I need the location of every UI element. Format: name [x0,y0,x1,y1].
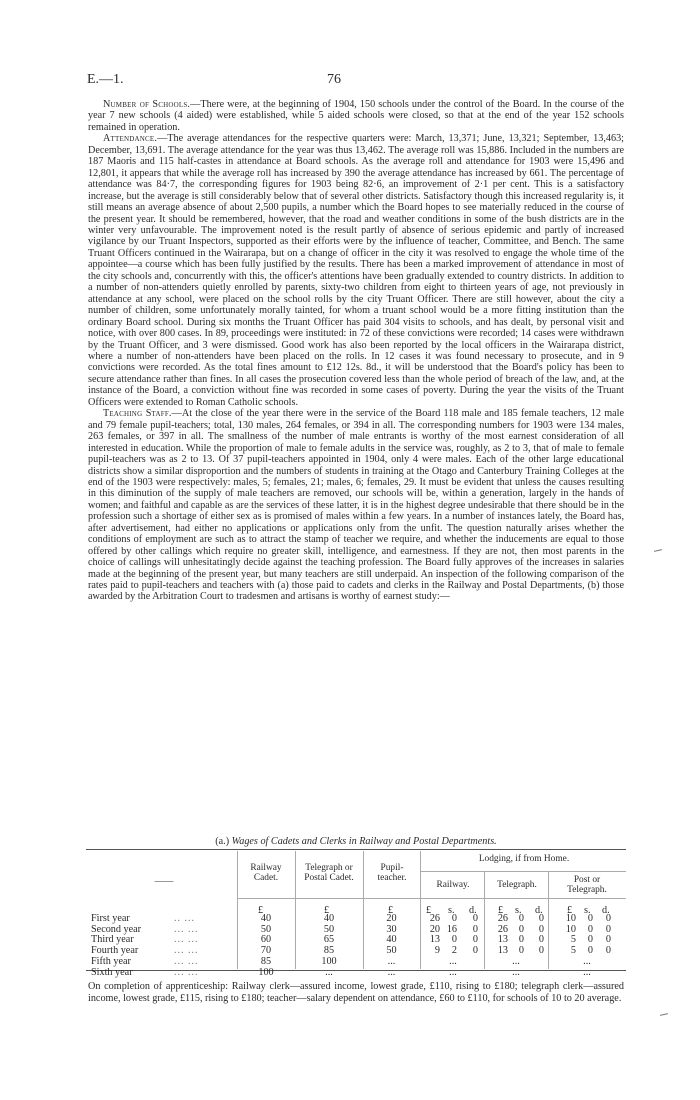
table-notes [88,981,624,1004]
margin-pencil-mark [654,549,662,552]
wages-table [86,849,626,978]
heading-teaching-staff: Teaching Staff. [103,408,172,420]
table-cell-tele: 100 [321,955,337,967]
header-lodging-telegraph: Telegraph. [497,880,537,890]
unit-pound: £ [388,905,394,916]
table-cell-lr_all: ... [449,955,457,967]
table-cell-lr_d: 0 [472,934,478,946]
group-header-rule [420,871,626,872]
table-cell-pupil: 40 [386,934,397,946]
unit-pence: d. [602,905,610,916]
table-cell-lt_all: ... [512,955,520,967]
table-cell-lp_d: 0 [605,913,611,924]
table-caption-title: Wages of Cadets and Clerks in Railway and Postal Departments. [231,836,497,847]
header-pupil-teacher: Pupil-teacher. [377,863,407,883]
table-cell-lp_l: 5 [570,945,576,957]
table-top-rule [86,849,626,850]
table-cell-rail: 40 [260,913,272,924]
table-cell-lr_s: 16 [446,923,457,935]
unit-pound: £ [324,905,330,916]
table-cell-lr_l: 26 [429,913,440,924]
table-cell-rail: 100 [258,966,274,978]
table-cell-lr_s: 2 [451,945,457,957]
table-cell-pupil: ... [387,955,396,967]
header-lodging-post-telegraph: Post or Telegraph. [567,875,607,895]
column-divider [548,872,549,969]
table-cell-lt_d: 0 [538,945,544,957]
unit-pounds: £ [498,905,504,916]
row-leader-dots: .. ... [174,913,195,924]
table-caption-letter: (a.) [215,836,230,847]
header-bottom-rule [237,898,626,899]
text-number-of-schools: —There were, at the beginning of 1904, 150 schools under the control of the Board. In the course of the year 7 new schools (4 aided) were established, while 5 aided schools were closed, so that at the end of the year 152 schools remained in operation. [88,99,625,133]
table-cell-rail: 50 [260,923,272,935]
table-cell-tele: 65 [323,934,335,946]
header-lodging-group: Lodging, if from Home. [478,854,570,864]
text-attendance: —The average attendances for the respective quarters were: March, 13,371; June, 13,321; September, 13,463; December, 13,691. The average attendance for the year was thus 13,462. The average roll was 15,886. Included in the numbers are 187 Maoris and 115 half-castes in attendance at Board schools. As the average roll and attendance for 1903 were 15,496 and 12,801, it appears that while the average roll has increased by 390 the average attendance has increased by 661. The percentage of attendance was 84·7, the corresponding figures for 1903 being 82·6, an improvement of 2·1 per cent. This is a satisfactory increase, but the average is still considerably below that of several other districts. Satisfactory though this increased regularity is, it still means an average absence of about 2,500 pupils, a number which the Board hopes to see materially reduced in the course of the present year. It should be remembered, however, that the road and weather conditions in some of the bush districts are in the winter very unfavourable. The improvement noted is the result partly of absence of serious epidemic and partly of increased vigilance by our Truant Inspectors, supported as their efforts were by the influence of teacher, Committee, and Bench. The same Truant Officers continued in the Wairarapa, but on a change of officer in the city it was resolved to engage the whole time of the appointee—a course which has been fully justified by the results. There has been a marked improvement of attendance in most of the city schools and, concurrently with this, the officer's attentions have been gradually extended to country districts. In addition to a number of non-attenders quietly enrolled by parents, sixty-two children from eight to thirteen years of age, not previously in attendance at any school, were placed on the school rolls by the city Truant Officer. There are still however, about the city a number of children, some unfortunately morally tainted, for whom a truant school would be a more fitting institution than the ordinary Board school. During six months the Truant Officer has paid 304 visits to schools, and has dealt, by personal visit and notice, with over 800 cases. In 89, proceedings were instituted: in 72 of these convictions were recorded; 14 cases were withdrawn by the Truant Officer, and 3 were dismissed. Good work has also been reported by the local officers in the Wairarapa district, where a number of non-attenders have been placed on the rolls. In 12 cases it was found necessary to prosecute, and in 9 convictions were recorded. As the total fines amount to £12 12s. 8d., it will be understood that the Board's policy has been to secure attendance rather than fines. In all cases the prosecution covered less than the whole period of breach of the law, and, at the instance of the Board, a conviction without fine was recorded in some cases of poverty. During the year the visits of the Truant Officers were extended to Roman Catholic schools. [88,133,624,408]
table-cell-lt_l: 26 [497,923,508,935]
row-label: Fourth year [91,945,139,957]
unit-pence: d. [535,905,543,916]
unit-pence: d. [469,905,477,916]
header-telegraph-postal-cadet: Telegraph or Postal Cadet. [304,863,354,883]
table-cell-lr_l: 9 [434,945,440,957]
row-leader-dots: ... ... [174,934,199,946]
paragraph-number-of-schools [88,99,624,133]
table-cell-tele: ... [325,966,333,978]
table-cell-lt_s: 0 [518,945,524,957]
header-railway-cadet: Railway Cadet. [250,863,282,883]
table-cell-lp_s: 0 [587,923,593,935]
table-cell-rail: 70 [260,945,272,957]
table-cell-lt_s: 0 [518,913,524,924]
paragraph-teaching-staff [88,408,624,603]
margin-pencil-mark [660,1013,668,1016]
table-cell-lr_d: 0 [472,923,478,935]
unit-shillings: s. [584,905,591,916]
column-divider [420,851,421,969]
table-cell-lp_d: 0 [605,945,611,957]
table-cell-rail: 85 [260,955,272,967]
text-teaching-staff: —At the close of the year there were in the service of the Board 118 male and 185 female teachers, 12 male and 79 female pupil-teachers; total, 130 males, 264 females, or 394 in all. The corresponding numbers for 1903 were 134 males, 263 females, or 397 in all. The smallness of the number of male entrants is worthy of the most earnest consideration of all interested in education. While the proportion of male to female adults in the service was, roughly, as 2 to 3, that of male to female pupil-teachers was as 2 to 13. Of 37 pupil-teachers appointed in 1904, only 4 were males. Each of the other large educational districts show a similar disproportion and the numbers of students in training at the Otago and Canterbury Training Colleges at the end of the 1903 were respectively: males, 5; females, 21; males, 6; females, 29. It must be evident that unless the causes resulting in this diminution of the supply of male teachers are removed, our schools will be, within a generation, largely in the hands of women; and faithful and capable as are the services of these latter, it is in the highest degree undesirable that there should be in the profession such a shortage of either sex as is promised of males within a few years. In a number of instances lately, the Board has, after advertisement, had either no applications or applications only from the unfit. The question naturally arises whether the conditions of employment are such as to attract the stamp of teacher we require, and whether the inducements are equal to those offered by other callings which require no greater skill, intelligence, and earnestness. If they are not, then most parents in the choice of callings will unhesitatingly decide against the teaching profession. The Board fully approves of the increases in salaries made at the beginning of the present year, but many teachers are still underpaid. An inspection of the following comparison of the rates paid to pupil-teachers and teachers with (a) those paid to cadets and clerks in the Railway and Postal Departments, (b) those awarded by the Arbitration Court to tradesmen and artisans is worthy of earnest study:— [88,408,624,603]
page-number: 76 [327,72,341,87]
header-lodging-railway: Railway. [436,880,470,890]
table-cell-lr_l: 20 [429,923,440,935]
table-cell-rail: 60 [260,934,272,946]
unit-shillings: s. [515,905,522,916]
table-cell-pupil: 50 [386,945,397,957]
table-cell-lp_l: 5 [570,934,576,946]
table-cell-lp_s: 0 [587,945,593,957]
unit-pounds: £ [426,905,432,916]
heading-number-of-schools: Number of Schools. [103,99,191,110]
row-label: First year [91,913,130,924]
table-cell-lp_d: 0 [605,934,611,946]
header-blank: —— [154,877,174,887]
column-divider [484,872,485,969]
table-cell-lr_d: 0 [472,913,478,924]
row-label: Third year [91,934,134,946]
table-cell-lt_all: ... [512,966,520,978]
row-leader-dots: ... ... [174,955,199,967]
table-cell-lp_all: ... [583,966,591,978]
table-cell-pupil: 30 [386,923,397,935]
table-cell-lr_s: 0 [451,913,457,924]
table-cell-tele: 50 [323,923,335,935]
table-cell-lp_l: 10 [565,923,576,935]
table-cell-pupil: ... [387,966,396,978]
report-reference: E.—1. [87,72,124,87]
row-label: Second year [91,923,142,935]
table-cell-tele: 85 [323,945,335,957]
page-header [87,72,627,92]
row-leader-dots: ... ... [174,945,199,957]
table-cell-lp_d: 0 [605,923,611,935]
table-cell-lr_all: ... [449,966,457,978]
table-cell-pupil: 20 [386,913,397,924]
table-cell-lt_l: 13 [497,934,508,946]
table-cell-lr_l: 13 [429,934,440,946]
table-cell-lt_s: 0 [518,923,524,935]
table-cell-tele: 40 [323,913,335,924]
table-cell-lt_d: 0 [538,923,544,935]
table-cell-lp_s: 0 [587,913,593,924]
paragraph-attendance [88,133,624,408]
table-cell-lr_d: 0 [472,945,478,957]
table-cell-lr_s: 0 [451,934,457,946]
table-cell-lt_l: 26 [497,913,508,924]
row-leader-dots: ... ... [174,966,199,978]
table-cell-lp_all: ... [583,955,591,967]
apprenticeship-note: On completion of apprenticeship: Railway clerk—assured income, lowest grade, £110, rising to £180; telegraph clerk—assured income, lowest grade, £115, rising to £180; teacher—salary dependent on attendance, £60 to £110, for schools of 10 to 20 average. [88,981,624,1004]
row-label: Fifth year [91,955,131,967]
unit-shillings: s. [448,905,455,916]
table-caption [88,836,624,847]
unit-pounds: £ [567,905,573,916]
row-leader-dots: ... ... [174,923,199,935]
table-cell-lp_l: 10 [565,913,576,924]
table-cell-lt_l: 13 [497,945,508,957]
heading-attendance: Attendance. [103,133,158,145]
table-cell-lt_d: 0 [538,934,544,946]
report-body [88,99,624,603]
table-cell-lt_d: 0 [538,913,544,924]
table-cell-lt_s: 0 [518,934,524,946]
table-cell-lp_s: 0 [587,934,593,946]
unit-pound: £ [258,905,264,916]
row-label: Sixth year [91,966,133,978]
